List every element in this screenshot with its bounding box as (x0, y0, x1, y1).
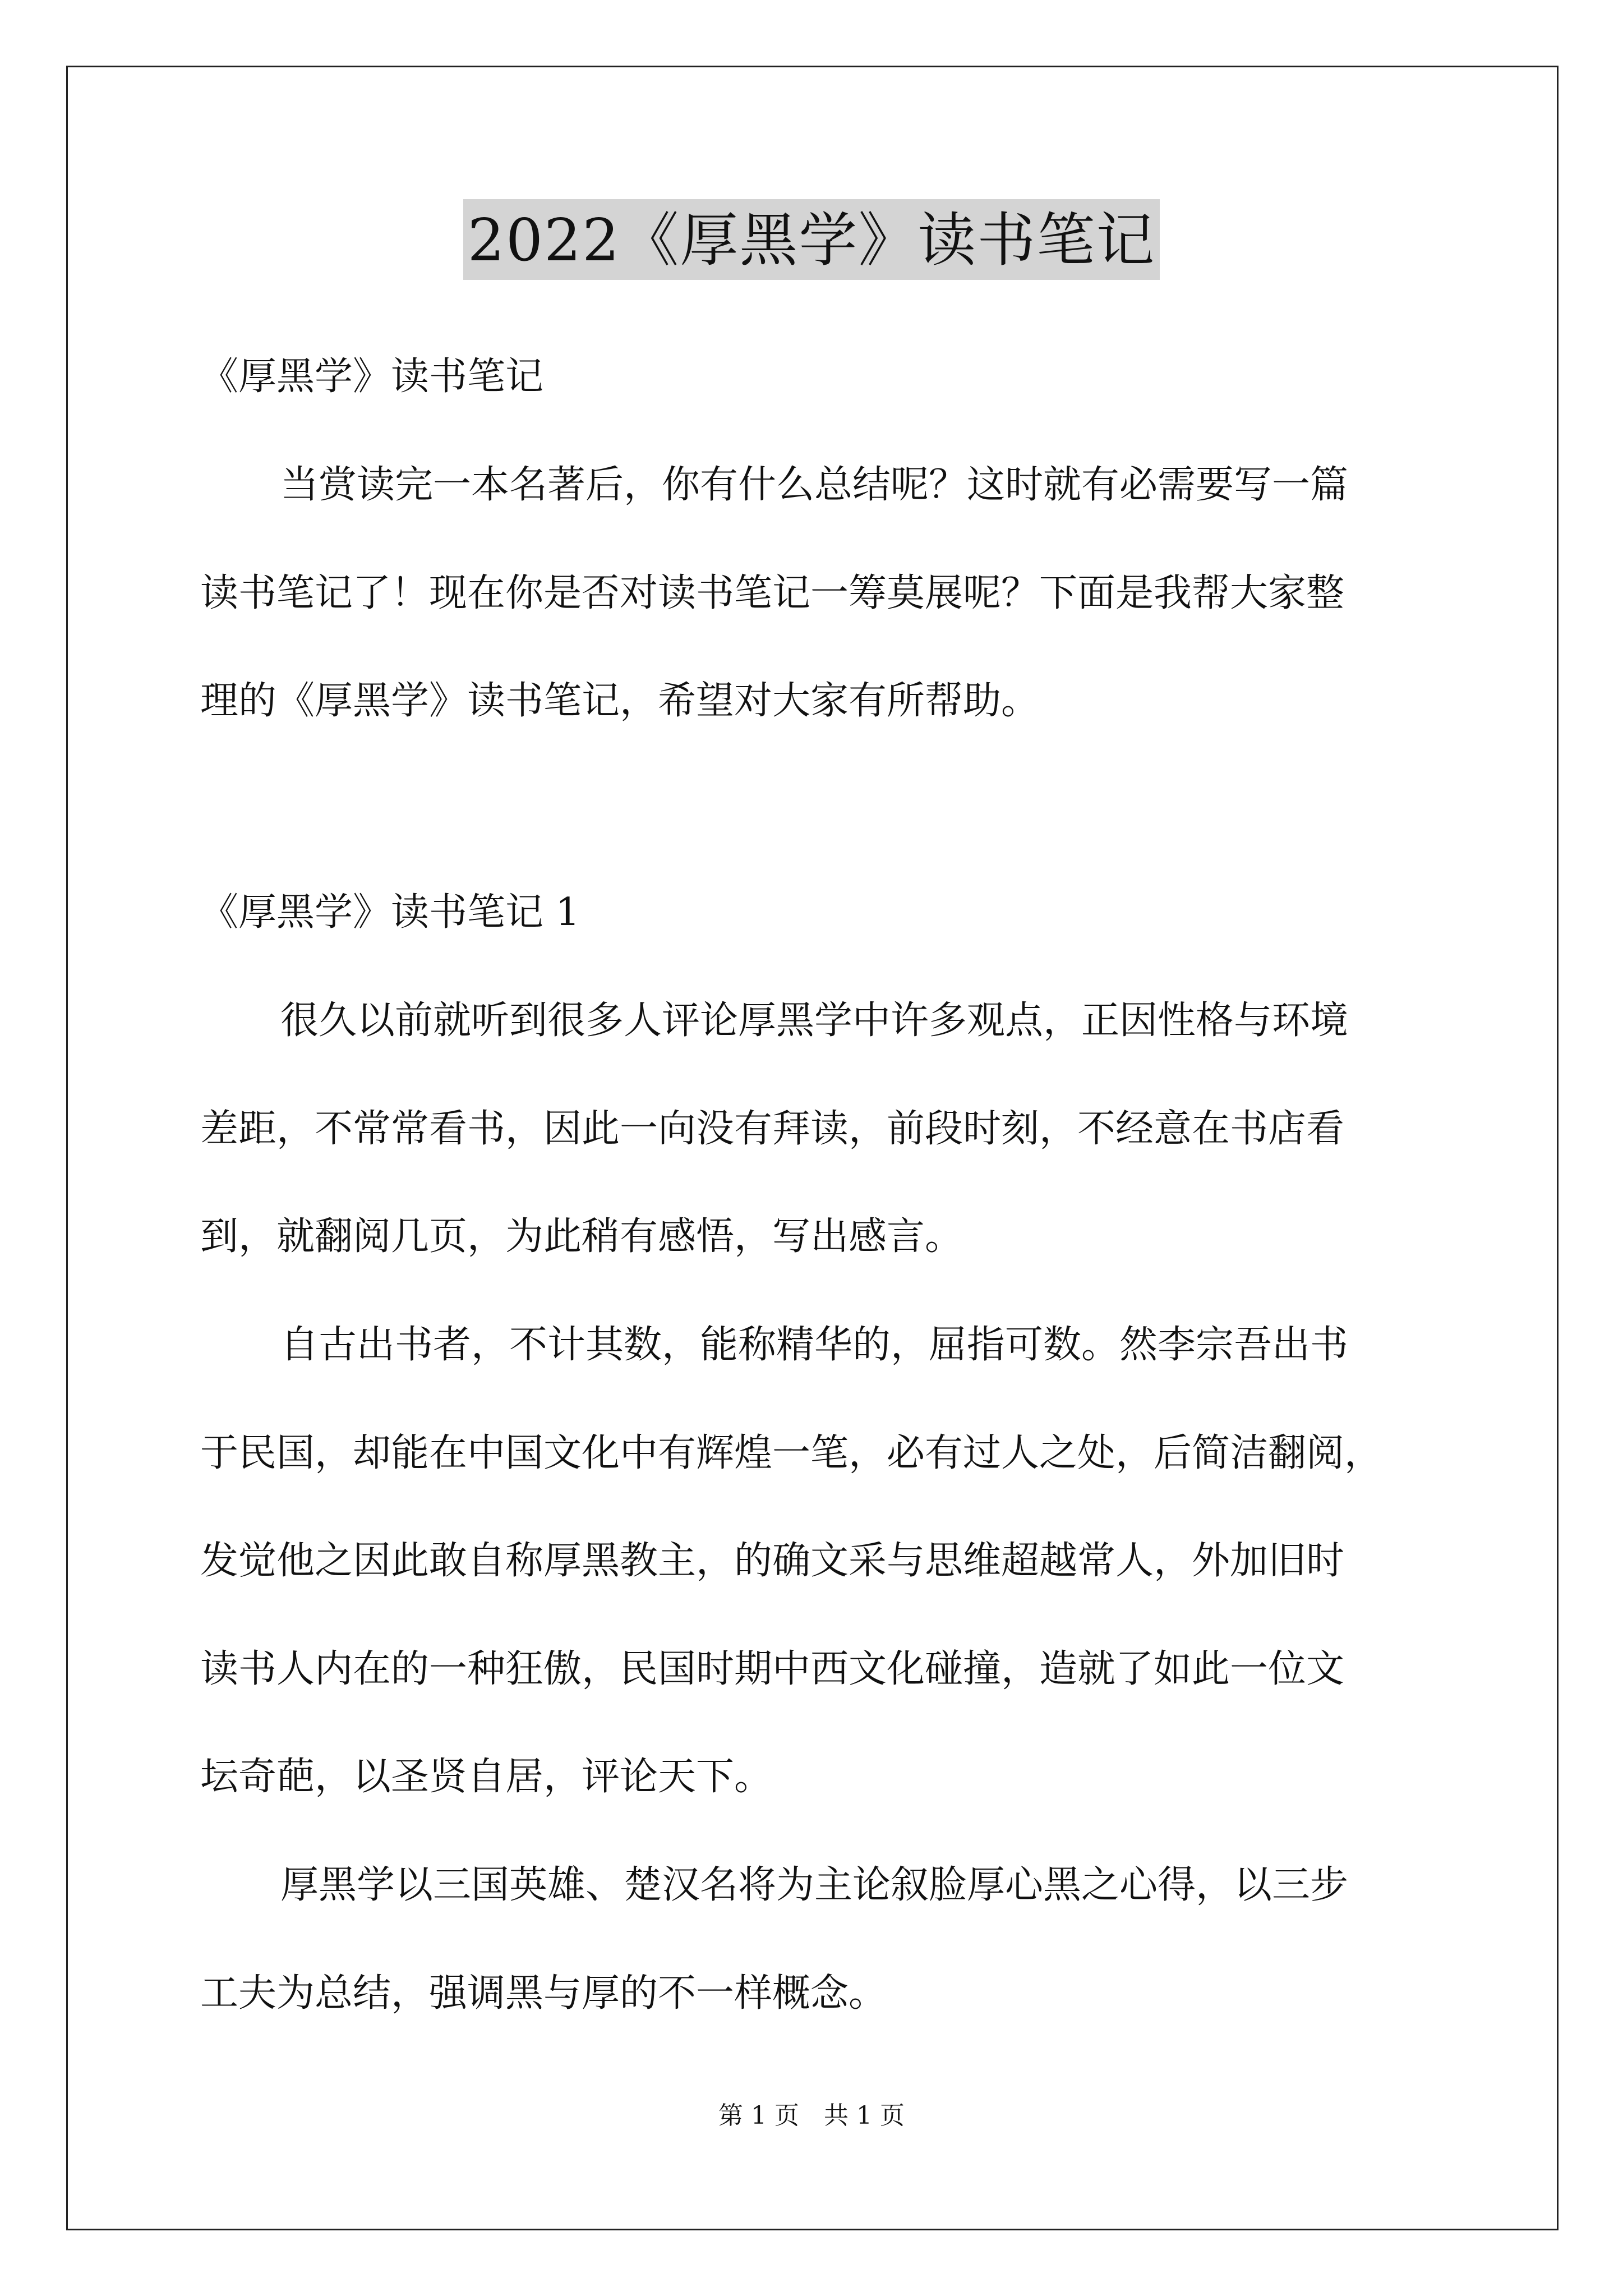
intro-line-1: 当赏读完一本名著后，你有什么总结呢？这时就有必需要写一篇 (280, 463, 1349, 507)
body-line-9: 厚黑学以三国英雄、楚汉名将为主论叙脸厚心黑之心得，以三步 (280, 1863, 1349, 1907)
body-line-1: 很久以前就听到很多人评论厚黑学中许多观点，正因性格与环境 (280, 999, 1349, 1043)
page-footer: 第 1 页 共 1 页 (718, 2101, 905, 2130)
intro-line-3: 理的《厚黑学》读书笔记，希望对大家有所帮助。 (200, 679, 1040, 723)
body-line-6: 发觉他之因此敢自称厚黑教主，的确文采与思维超越常人，外加旧时 (200, 1539, 1345, 1583)
body-line-4: 自古出书者，不计其数，能称精华的，屈指可数。然李宗吾出书 (280, 1323, 1349, 1367)
title-wrap (0, 199, 1623, 280)
body-line-5: 于民国，却能在中国文化中有辉煌一笔，必有过人之处，后简洁翻阅， (200, 1431, 1383, 1475)
body-line-2: 差距，不常常看书，因此一向没有拜读，前段时刻，不经意在书店看 (200, 1107, 1345, 1151)
intro-line-2: 读书笔记了！现在你是否对读书笔记一筹莫展呢？下面是我帮大家整 (200, 571, 1345, 615)
body-line-7: 读书人内在的一种狂傲，民国时期中西文化碰撞，造就了如此一位文 (200, 1647, 1345, 1691)
body-line-10: 工夫为总结，强调黑与厚的不一样概念。 (200, 1971, 887, 2016)
document-title: 2022《厚黑学》读书笔记 (463, 199, 1160, 280)
subtitle: 《厚黑学》读书笔记 (200, 355, 544, 399)
section-heading: 《厚黑学》读书笔记 1 (200, 890, 580, 935)
body-line-3: 到，就翻阅几页，为此稍有感悟，写出感言。 (200, 1214, 963, 1259)
body-line-8: 坛奇葩，以圣贤自居，评论天下。 (200, 1755, 773, 1799)
